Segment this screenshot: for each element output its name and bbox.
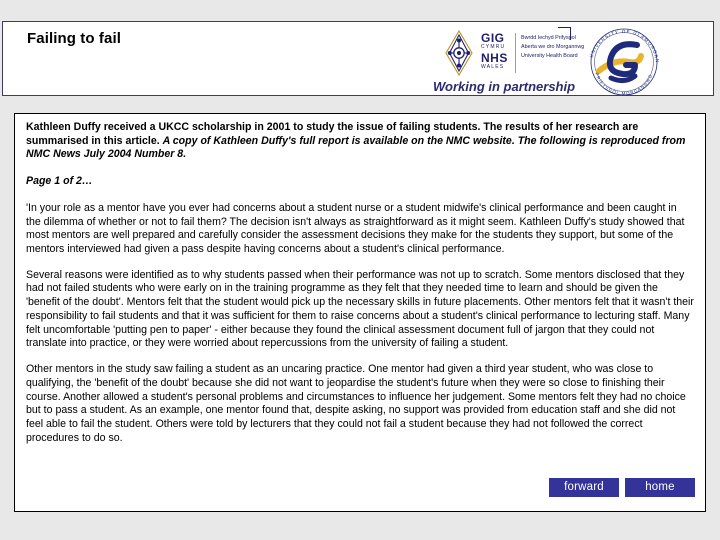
nhs-gig-text: GIG [481,31,505,45]
health-board-line-3: University Health Board [521,52,578,59]
page-marker: Page 1 of 2… [26,175,93,188]
logo-group [433,25,667,95]
university-of-glamorgan-logo [581,25,667,95]
nhs-cymru-text: CYMRU [481,44,506,50]
intro-paragraph [26,121,694,162]
home-button[interactable]: home [625,478,695,497]
health-board-line-1: Bwrdd Iechyd Prifysgol [521,35,576,41]
slide-content-box [14,113,706,512]
nhs-wales-text: WALES [481,64,505,70]
body-paragraph-3: Other mentors in the study saw failing a student as an uncaring practice. One mentor had given a third year student, who was close to qualifying, the 'benefit of the doubt' because she did not want to jeopardise the student's future when they were so close to finishing their course. Another allowed a student's personal problems and circumstances to influence her judgement. Some mentors felt they had no choice but to pass a student. As an example, one mentor found that, despite asking, no support was provided from education staff and she did not feel able to fail the student. Others were told by lecturers that they could not fail a student because they had not followed the correct procedures to do so. [26,363,686,444]
nhs-wales-logo [433,29,585,94]
nhs-nhs-text: NHS [481,51,508,65]
slide-header [2,21,714,96]
page-title: Failing to fail [27,30,121,47]
navigation-buttons [549,478,695,497]
glamorgan-arc-bottom: PRIFYSGOL MORGANNWG [594,72,654,95]
nhs-wordmark [481,32,508,70]
forward-button[interactable]: forward [549,478,619,497]
body-paragraph-2: Several reasons were identified as to why students passed when their performance was not up to scratch. Some mentors disclosed that they had not failed students who were early on in the training programme as they felt that they needed time to learn and should be given the 'benefit of the doubt'. Mentors felt that the student would pick up the necessary skills in future placements. Other mentors felt that it wasn't their responsibility to fail students and that it was sufficient for them to raise concerns about a student's clinical performance to lecturing staff. Many felt uncomfortable 'putting pen to paper' - either because they found the clinical assessment document full of jargon that they could not translate into practice, or they were worried about repercussions from the university of failing a student. [26,268,694,350]
logo-divider [515,33,516,73]
health-board-name [521,34,584,61]
celtic-cross-icon [439,30,479,76]
glamorgan-arc-top: UNIVERSITY OF GLAMORGAN [588,28,661,64]
intro-italic-text: A copy of Kathleen Duffy's full report is available on the NMC website. The following is reproduced from NMC News July 2004 Number 8. [26,134,686,161]
body-paragraph-1: 'In your role as a mentor have you ever had concerns about a student nurse or a student midwife's clinical performance and been caught in the dilemma of whether or not to fail them? The decision isn't always as straightforward as it might seem. Kathleen Duffy's study showed that most mentors are well prepared and carefully consider the assessment decisions they make for the students they support, but some of the mentors interviewed had given a pass despite having concerns about a student's clinical performance. [26,201,685,256]
intro-bold-text: Kathleen Duffy received a UKCC scholarship in 2001 to study the issue of failing students. The results of her research are summarised in this article. [26,121,639,147]
health-board-line-2: Aberta we dro Morgannwg [521,43,585,50]
partnership-strapline: Working in partnership [433,79,576,94]
